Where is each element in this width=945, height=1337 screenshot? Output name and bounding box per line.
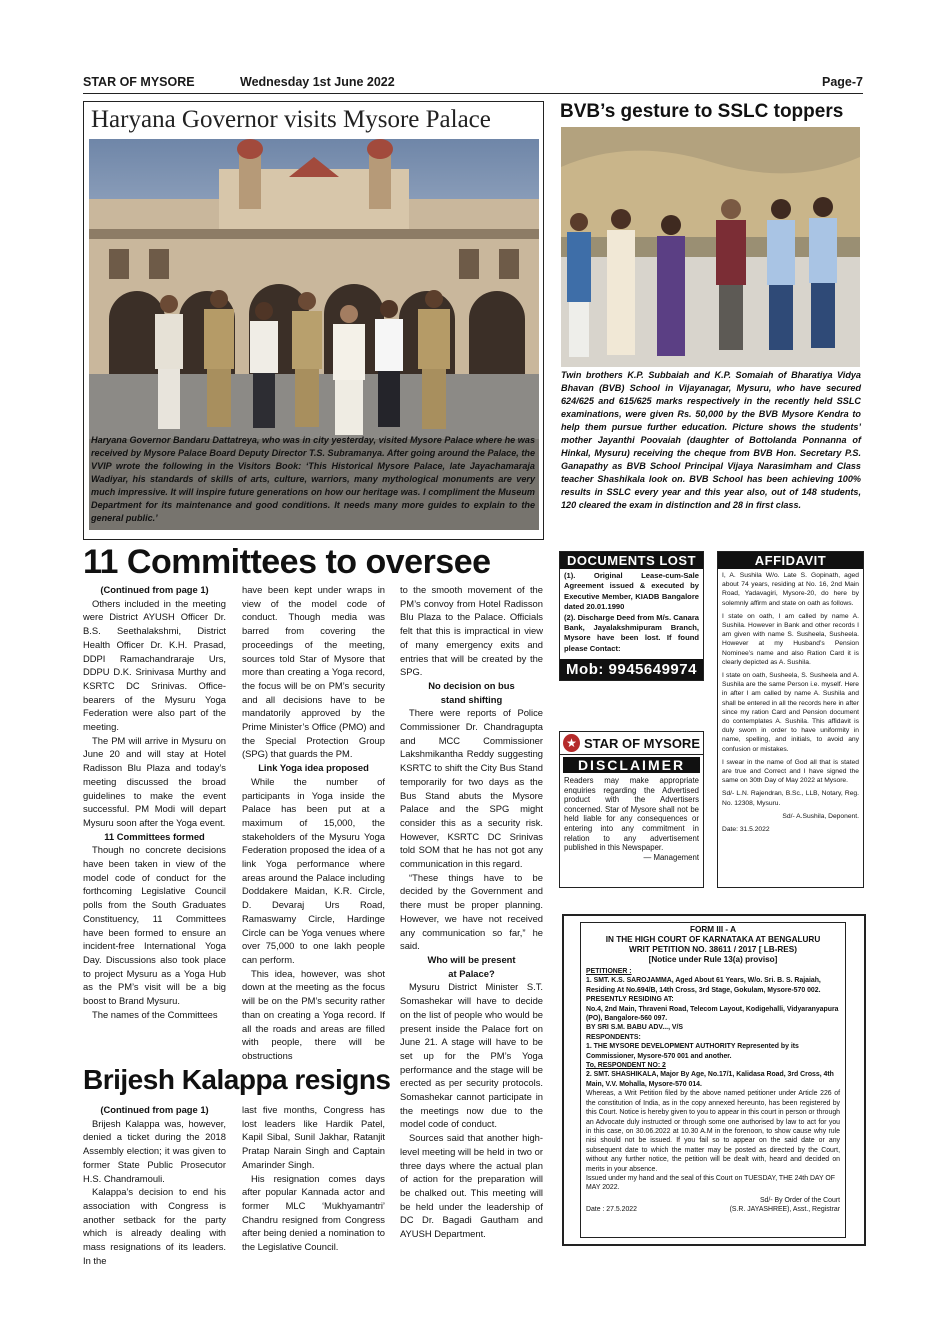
affidavit-paragraph: I, A. Sushila W/o. Late S. Gopinath, aged about 74 years, residing at No. 16, 2nd Main Road, Yadavagiri, Mysore-20, do here by solemnly affirm and state on oath as follows.: [722, 572, 859, 607]
ad-documents-lost-title: DOCUMENTS LOST: [560, 552, 703, 569]
story-kalappa-col1: [83, 1103, 226, 1267]
form-respondents-heading: RESPONDENTS:: [586, 1033, 641, 1041]
affidavit-box: [717, 551, 864, 888]
form-court: IN THE HIGH COURT OF KARNATAKA AT BENGALURU: [605, 935, 821, 944]
affidavit-deponent: Sd/- A.Sushila, Deponent.: [782, 812, 859, 820]
disclaimer-text: Readers may make appropriate enquiries regarding the Advertised product with the Advertisers concerned. Star of Mysore shall not be held liable for any consequences or entering into any commitment in relation to any advertisement published in this Newspaper.: [564, 776, 699, 853]
ad-text: (1). Original Lease-cum-Sale Agreement issued & executed by Executive Member, KIADB Bangalore dated 20.01.1990: [564, 571, 699, 612]
paragraph: Others included in the meeting were District AYUSH Officer Dr. B.S. Seethalakshmi, District Health Officer Dr. K.H. Prasad, DDPI Ramachandraraje Urs, DDPU D.K. Srinivasa Murthy and KSRTC DC Srinivas. Office-bearers of the Mysuru Yoga Federation were also part of the meeting.: [83, 597, 226, 733]
story-governor: [83, 101, 544, 540]
disclaimer-brand-row: [560, 732, 703, 755]
paper-name: STAR OF MYSORE: [83, 75, 195, 89]
star-logo-icon: ★: [563, 734, 580, 752]
subheading: stand shifting: [440, 693, 503, 705]
court-notice-inner: [580, 922, 846, 1238]
affidavit-paragraph: I state on oath, I am called by name A. Sushila. However in Bank and other records I am given with name S. Susheela, Susheela. However at my Husband’s Pension Nominee’s name and also Ration Card it is clearly depicted as A. Sushila.: [722, 612, 859, 666]
continued-note: (Continued from page 1): [100, 1104, 209, 1115]
story-kalappa-title: Brijesh Kalappa resigns: [83, 1064, 391, 1095]
continued-note: (Continued from page 1): [100, 584, 209, 595]
story-committees-col3: [400, 583, 543, 1241]
affidavit-body: [718, 569, 863, 840]
issue-date: Wednesday 1st June 2022: [240, 75, 395, 89]
disclaimer-sign: — Management: [643, 852, 699, 862]
disclaimer-box: [559, 731, 704, 888]
page-number: Page-7: [822, 75, 863, 89]
ad-mobile-number: Mob: 9945649974: [560, 659, 703, 680]
form-petitioner-heading: PETITIONER :: [586, 968, 632, 975]
paragraph: “These things have to be decided by the Government and there must be proper planning. However, we have not received any communication so far,” he said.: [400, 871, 543, 952]
form-petitioner: 1. SMT. K.S. SAROJAMMA, Aged About 61 Years, W/o. Sri. B. S. Rajaiah, Residing At No.694/B, 14th Cross, 3rd Stage, Gokulam, Mysore-570 002.: [586, 977, 821, 994]
ad-documents-lost: [559, 551, 704, 681]
story-bvb: [558, 101, 863, 538]
court-notice: [562, 914, 866, 1246]
bvb-photo-image: [561, 127, 860, 367]
paragraph: There were reports of Police Commissioner Dr. Chandragupta and MCC Commissioner Lakshmikantha Reddy suggesting KSRTC to shift the City Bus Stand temporarily for two days as the Bus Stand abuts the Mysore Palace and the SPG might consider this as a security risk. However, KSRTC DC Srinivas told SOM that he has not got any communication in this regard.: [400, 707, 543, 870]
form-date: Date : 27.5.2022: [586, 1206, 637, 1214]
affidavit-date: Date: 31.5.2022: [722, 826, 770, 834]
affidavit-paragraph: I swear in the name of God all that is stated are true and Correct and I have signed the same on 30th Day of May 2022 at Mysore.: [722, 758, 859, 785]
paragraph: Though no concrete decisions have been taken in view of the model code of conduct for the forthcoming Legislative Council polls from the South Graduates Constituency, 11 Committees have been formed to ensure an incident-free International Yoga Day. Discussions also took place to project Mysuru as a Yoga Hub as the PM’s visit will be a big boost to Brand Mysuru.: [83, 844, 226, 1007]
paragraph: While the number of participants in Yoga inside the Palace has been put at a maximum of 15,000, the stakeholders of the Mysuru Yoga Federation proposed the idea of a link Yoga performance where areas around the Palace including Doddakere Maidan, K.R. Circle, D. Devaraj Urs Road, Ramaswamy Circle, Hardinge Circle can be Yoga venues where over 75,000 to one lakh people can perform.: [242, 775, 385, 965]
form-respondent-2: 2. SMT. SHASHIKALA, Major By Age, No.17/1, Kalidasa Road, 3rd Cross, 4th Main, V.V. Mohalla, Mysore-570 014.: [586, 1071, 834, 1088]
form-sign: Sd/- By Order of the Court: [759, 1196, 840, 1204]
paragraph: His resignation comes days after popular Kannada actor and former MLC ‘Mukhyamantri’ Chandru resigned from Congress after being denied a nomination to the Legislative Council.: [242, 1172, 385, 1253]
form-presently: PRESENTLY RESIDING AT:: [586, 996, 674, 1004]
paragraph: This idea, however, was shot down at the meeting as the focus will be on the PM’s security rather than on creating a Yoga record. If all the roads and areas are filled with people, there will be obstructions: [242, 967, 385, 1061]
story-governor-caption: Haryana Governor Bandaru Dattatreya, who was in city yesterday, visited Mysore Palace where he was received by Mysore Palace Board Deputy Director T.S. Subramanya. After going around the Palace, the VVIP wrote the following in the Visitors Book: ‘This Historical Mysore Palace, late Jayachamaraja Wadiyar, his standards of skills of arts, culture, warriors, many mythological monuments are very much impressive. It will inspire future generations on how our heritage was. I compliment the Museum Department for its maintenance and good conditions. It needs many more guides to explain to the general public.’: [91, 435, 535, 523]
subheading: No decision on bus: [428, 679, 515, 691]
paragraph: Sources said that another high-level meeting will be held in two or three days where the actual plan of action for the preparation will be chalked out. This meeting will be held under the leadership of DC Dr. Bagadi Gautham and AYUSH Department.: [400, 1132, 543, 1240]
disclaimer-body: [560, 775, 703, 863]
paragraph: have been kept under wraps in view of the model code of conduct. Though media was barred from covering the proceedings of the meeting, sources told Star of Mysore that more than creating a Yoga record, the focus will be on PM’s security and all decisions have to be mandatorily approved by the Prime Minister’s Office (PMO) and the Special Protection Group (SPG) that guards the PM.: [242, 584, 385, 760]
paragraph: to the smooth movement of the PM’s convoy from Hotel Radisson Blu Plaza to the Palace. Officials felt that this is impractical in view of many emergency exits and entries that will be created by the SPG.: [400, 584, 543, 678]
story-bvb-title: BVB’s gesture to SSLC toppers: [560, 101, 844, 122]
form-registrar: (S.R. JAYASHREE), Asst., Registrar: [729, 1206, 840, 1214]
story-committees-title: 11 Committees to oversee: [83, 543, 491, 581]
form-address: No.4, 2nd Main, Thraveni Road, Telecom Layout, Kodigehalli, Vidyaranyapura (PO), Bangalore-560 097.: [586, 1005, 839, 1023]
form-issued: Issued under my hand and the seal of this Court on TUESDAY, THE 24th DAY OF MAY 2022.: [586, 1174, 835, 1192]
form-footer: [586, 1205, 840, 1214]
story-governor-title: Haryana Governor visits Mysore Palace: [91, 106, 491, 133]
affidavit-paragraph: I state on oath, Susheela, S. Susheela and A. Sushila are the same Person i.e. myself. Here in after I am called by name A. Sushila and shall be entered in all the records here in after since my ration Card and Pension document do contemplates A. Sushila. This affidavit is duly sworn in order to have uniformity in name, spelling, and initials, to avoid any confusion or mistakes.: [722, 672, 859, 753]
ad-documents-lost-body: [560, 569, 703, 656]
page-header: [83, 73, 863, 94]
affidavit-title: AFFIDAVIT: [718, 552, 863, 569]
paragraph: last five months, Congress has lost leaders like Hardik Patel, Kapil Sibal, Sunil Jakhar, Ratanjit Pratap Narain Singh and Captain Amarinder Singh.: [242, 1104, 385, 1170]
form-respondent-1: 1. THE MYSORE DEVELOPMENT AUTHORITY Represented by its Commissioner, Mysore-570 001 and another.: [586, 1043, 799, 1060]
story-bvb-caption: Twin brothers K.P. Subbaiah and K.P. Somaiah of Bharatiya Vidya Bhavan (BVB) School in Vijayanagar, Mysuru, who have secured 624/625 and 615/625 marks respectively in the recently held SSLC examinations, were given Rs. 50,000 by the BVB Mysore Kendra to help them pursue further education. Picture shows the students’ mother Jayanthi Poovaiah (daughter of Bottolanda Ponnanna of Hinkal, Mysuru) receiving the cheque from BVB Hon. Secretary P.S. Ganapathy as BVB School Principal Vijaya Narasimham and Class teacher Shashikala look on. BVB School has been achieving 100% results in SSLC every year and this year also, out of 148 students, 120 cleared the exam in distinction and 28 in first class.: [561, 370, 861, 510]
paragraph: Brijesh Kalappa was, however, denied a ticket during the 2018 Assembly election; it was given to former State Public Prosecutor H.S. Chandramouli.: [83, 1117, 226, 1184]
ad-text: (2). Discharge Deed from M/s. Canara Bank, Jayalakshmipuram Branch, Mysore have been lost. If found please Contact:: [564, 612, 699, 653]
subheading: 11 Committees formed: [104, 830, 205, 842]
form-rule: [Notice under Rule 13(a) proviso]: [648, 955, 778, 964]
story-committees-col1: [83, 583, 226, 1022]
paragraph: Mysuru District Minister S.T. Somashekar will have to decide on the list of people who would be present inside the Palace fort on June 21. A stage will have to be set up for the PM’s Yoga performance and the stage will be erected as per security protocols. Somashekar cannot participate in the meetings now due to the model code of conduct.: [400, 981, 543, 1130]
paragraph: The PM will arrive in Mysuru on June 20 and will stay at Hotel Radisson Blu Plaza and today’s meeting discussed the broad guidelines to make the event successful. PM Modi will depart Mysuru soon after the Yoga event.: [83, 734, 226, 828]
subheading: at Palace?: [448, 967, 495, 979]
paragraph: Kalappa’s decision to end his association with Congress is another setback for the party which is already dealing with mass resignations of its leaders. In the: [83, 1186, 226, 1266]
disclaimer-title: DISCLAIMER: [563, 757, 700, 773]
paragraph: The names of the Committees: [92, 1008, 218, 1020]
story-kalappa-col2: [242, 1103, 385, 1254]
form-advocate: BY SRI S.M. BABU ADV..., V/S: [586, 1024, 683, 1032]
form-body: Whereas, a Writ Petition filed by the above named petitioner under Article 226 of the constitution of India, as in the copy annexed hereunto, has been registered by this Court. Notice is hereby given to you to appear in this court in person or through an Advocate duly instructed or through some one authorised by law to act for you in this case, on 30.06.2022 at 10.30 A.M in the forenoon, to show cause why rule nisi should not be issued. If you fail so to appear on the said date or any subsequent date to which the matter may be posted as directed by the Court, without any further notice, the petition will be dealt with, heard and decided on merits in your absence.: [586, 1090, 840, 1173]
form-title: FORM III - A: [689, 925, 737, 934]
form-petition-no: WRIT PETITION NO. 38611 / 2017 [ LB-RES): [629, 945, 797, 954]
affidavit-notary: Sd/- L.N. Rajendran, B.Sc., LLB, Notary, Reg. No. 12308, Mysuru.: [722, 790, 859, 807]
story-committees-col2: [242, 583, 385, 1063]
subheading: Link Yoga idea proposed: [258, 762, 369, 774]
subheading: Who will be present: [427, 953, 516, 965]
court-notice-body: [581, 923, 845, 1217]
form-to: To, RESPONDENT NO: 2: [586, 1062, 666, 1070]
bvb-photo: [561, 127, 860, 367]
disclaimer-brand: STAR OF MYSORE: [583, 735, 700, 751]
